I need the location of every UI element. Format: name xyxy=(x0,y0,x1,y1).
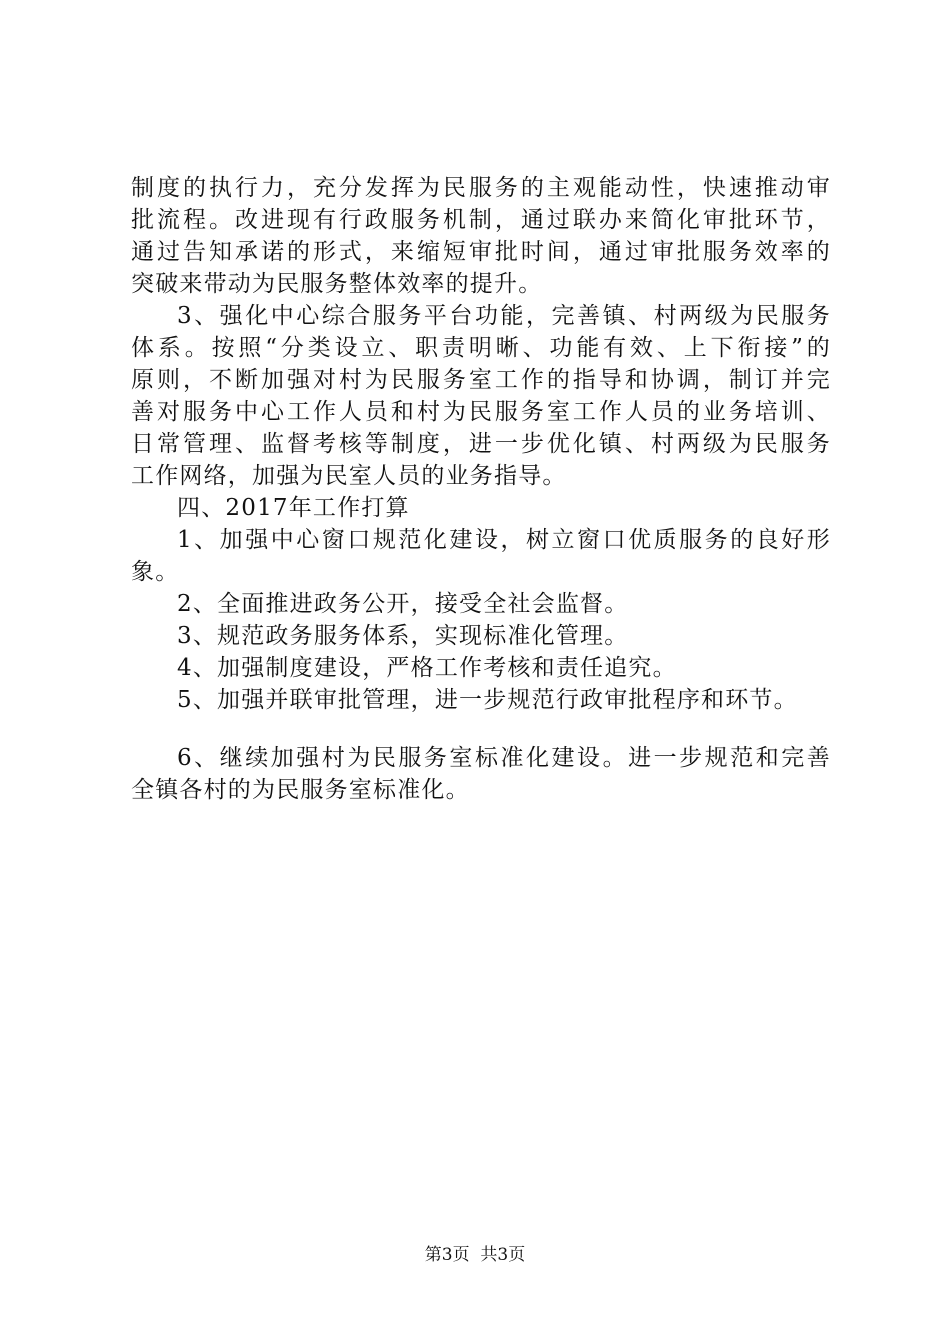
body-line: 批流程。改进现有行政服务机制，通过联办来简化审批环节， xyxy=(131,207,831,233)
page-number-label: 第3页 共3页 xyxy=(424,1245,526,1265)
list-item: 2、全面推进政务公开，接受全社会监督。 xyxy=(177,591,629,617)
list-item: 5、加强并联审批管理，进一步规范行政审批程序和环节。 xyxy=(177,687,798,713)
list-item: 6、继续加强村为民服务室标准化建设。进一步规范和完善 xyxy=(177,745,831,771)
list-item: 3、规范政务服务体系，实现标准化管理。 xyxy=(177,623,629,649)
body-line: 3、强化中心综合服务平台功能，完善镇、村两级为民服务 xyxy=(177,303,831,329)
body-line: 原则，不断加强对村为民服务室工作的指导和协调，制订并完 xyxy=(131,367,831,393)
paragraph-gap xyxy=(131,716,831,742)
page-footer xyxy=(0,1244,950,1266)
body-line: 日常管理、监督考核等制度，进一步优化镇、村两级为民服务 xyxy=(131,431,831,457)
body-line: 全镇各村的为民服务室标准化。 xyxy=(131,777,470,803)
body-line: 善对服务中心工作人员和村为民服务室工作人员的业务培训、 xyxy=(131,399,831,425)
body-line: 1、加强中心窗口规范化建设，树立窗口优质服务的良好形 xyxy=(177,527,831,553)
body-line: 突破来带动为民服务整体效率的提升。 xyxy=(131,271,543,297)
body-line: 制度的执行力，充分发挥为民服务的主观能动性，快速推动审 xyxy=(131,175,831,201)
section-heading: 四、2017年工作打算 xyxy=(177,495,410,521)
body-line: 象。 xyxy=(131,559,180,585)
list-item: 4、加强制度建设，严格工作考核和责任追究。 xyxy=(177,655,677,681)
document-body xyxy=(131,172,831,806)
body-line: 体系。按照“分类设立、职责明晰、功能有效、上下衔接”的 xyxy=(131,335,831,361)
body-line: 工作网络，加强为民室人员的业务指导。 xyxy=(131,463,567,489)
body-line: 通过告知承诺的形式，来缩短审批时间，通过审批服务效率的 xyxy=(131,239,831,265)
